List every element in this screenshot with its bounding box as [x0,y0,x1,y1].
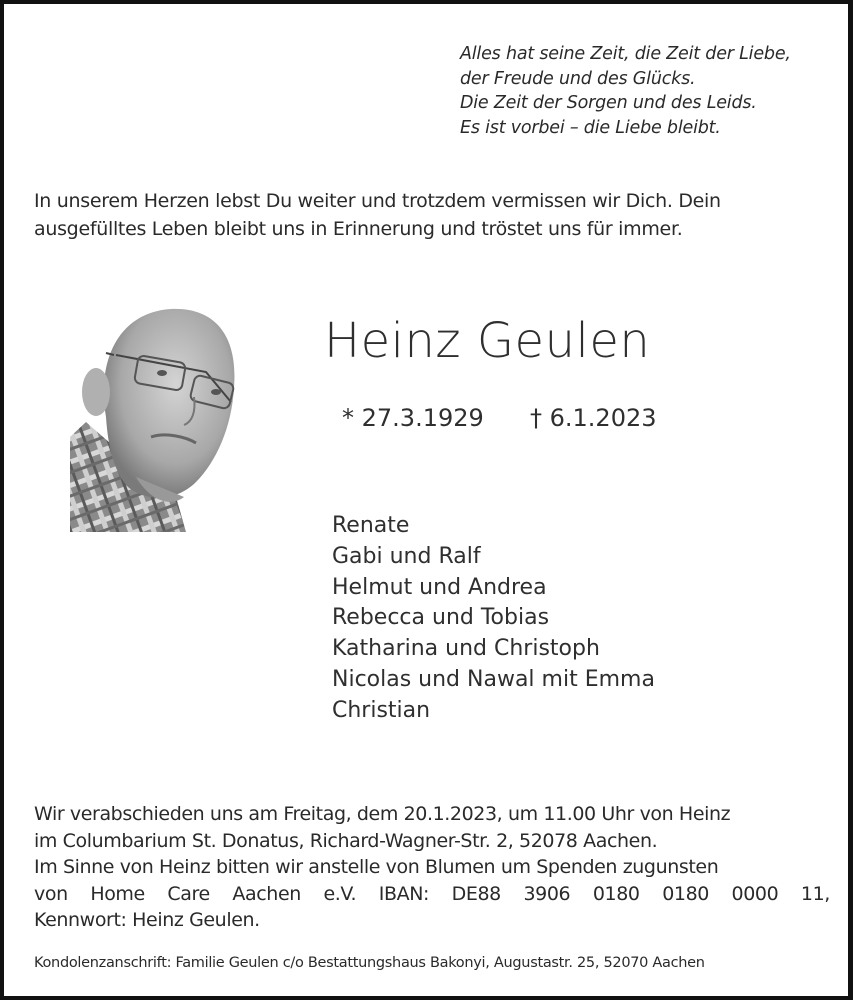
deceased-name: Heinz Geulen [324,313,651,369]
notice-word: Care [167,882,210,905]
portrait-photo [66,297,246,532]
mourner-item: Christian [332,697,431,723]
notice-line: Im Sinne von Heinz bitten wir anstelle von Blumen um Spenden zugunsten [34,856,719,878]
poem-line: Es ist vorbei – die Liebe bleibt. [460,117,721,138]
mourners-list [332,511,655,727]
iban-part: 3906 [523,882,571,905]
iban-part: 11, [800,882,830,905]
mourner-item: Gabi und Ralf [332,543,481,569]
mourner-item: Helmut und Andrea [332,574,547,600]
iban-part: 0180 [662,882,709,905]
donation-bank-line [34,881,830,908]
life-dates [342,402,657,434]
notice-word: von [34,882,68,905]
notice-word: Aachen [232,882,301,905]
condolence-address: Kondolenzanschrift: Familie Geulen c/o Bestattungshaus Bakonyi, Augustastr. 25, 52070 Aachen [34,955,705,971]
iban-part: 0000 [731,882,779,905]
mourner-item: Rebecca und Tobias [332,605,550,631]
intro-line: ausgefülltes Leben bleibt uns in Erinnerung und tröstet uns für immer. [34,218,683,240]
iban-part: 0180 [592,882,640,905]
notice-word: e.V. [323,882,357,905]
funeral-notice [34,801,830,934]
notice-line: Wir verabschieden uns am Freitag, dem 20.1.2023, um 11.00 Uhr von Heinz [34,803,731,825]
notice-line: im Columbarium St. Donatus, Richard-Wagner-Str. 2, 52078 Aachen. [34,829,658,852]
death-date: † 6.1.2023 [530,404,657,432]
birth-date: * 27.3.1929 [342,404,484,432]
mourner-item: Katharina und Christoph [332,636,600,662]
iban-part: DE88 [451,882,501,905]
poem [460,42,850,140]
poem-line: der Freude und des Glücks. [460,68,696,89]
portrait-image [66,297,246,532]
intro-line: In unserem Herzen lebst Du weiter und trotzdem vermissen wir Dich. Dein [34,190,721,212]
notice-word: Home [90,882,145,905]
notice-line: Kennwort: Heinz Geulen. [34,909,260,931]
intro-text [34,187,834,243]
mourner-item: Renate [332,513,410,538]
poem-line: Die Zeit der Sorgen und des Leids. [460,93,757,113]
poem-line: Alles hat seine Zeit, die Zeit der Liebe, [460,44,791,64]
mourner-item: Nicolas und Nawal mit Emma [332,666,655,692]
notice-word: IBAN: [378,882,430,905]
